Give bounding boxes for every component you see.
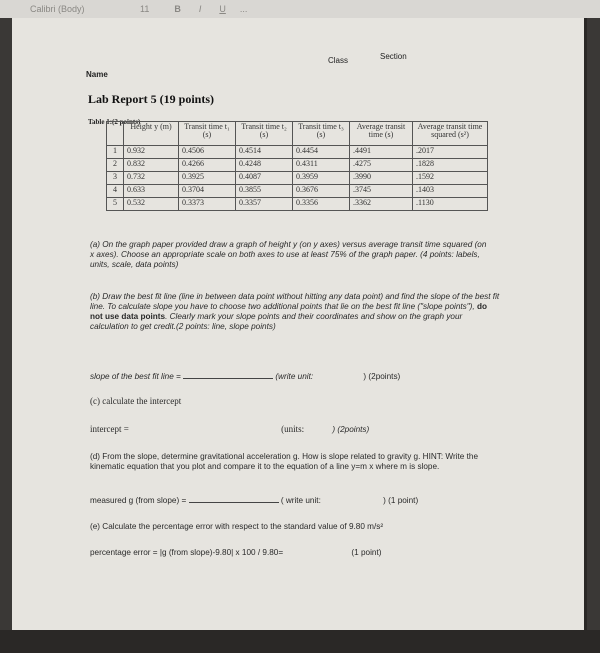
table-cell[interactable]: .3362: [350, 198, 413, 211]
table-cell[interactable]: 0.3356: [293, 198, 350, 211]
intercept-answer-line: [90, 424, 510, 435]
intercept-label: intercept =: [90, 424, 129, 434]
intercept-unit-label: (units:: [281, 424, 305, 434]
slope-label: slope of the best fit line =: [90, 372, 181, 381]
class-label: Class: [328, 56, 349, 65]
table-row: [107, 185, 488, 198]
table-cell[interactable]: .1403: [413, 185, 488, 198]
table-cell[interactable]: 0.3676: [293, 185, 350, 198]
table-row: [107, 146, 488, 159]
table-cell[interactable]: 0.832: [124, 159, 179, 172]
row-index: 2: [107, 159, 124, 172]
g-label: measured g (from slope) =: [90, 496, 187, 505]
question-b-text-2: . Clearly mark your slope points and their coordinates and show on the graph your calculation to get credit.(2 points: line, slope points): [90, 312, 463, 331]
table-cell[interactable]: 0.532: [124, 198, 179, 211]
question-b-text-1: (b) Draw the best fit line (line in between data point without hitting any data point) and find the slope of the best fit line. To calculate slope you have to choose two additional points that lie on the best fit line ("slope points"),: [90, 292, 500, 311]
table-header-height: Height y (m): [124, 122, 179, 146]
data-table: [106, 121, 488, 211]
question-a-text: (a) On the graph paper provided draw a graph of height y (on y axes) versus average transit time squared (on x axes). Choose an appropriate scale on both axes to use at least 75% of the graph paper. (4 points: labels, units, scale, data points): [90, 240, 487, 269]
percentage-error-line: [90, 548, 510, 558]
g-answer-field[interactable]: [189, 494, 279, 503]
table-cell[interactable]: 0.732: [124, 172, 179, 185]
table-cell[interactable]: .1828: [413, 159, 488, 172]
question-b-bold: do not use data points: [90, 302, 487, 321]
table-cell[interactable]: 0.4248: [236, 159, 293, 172]
table-cell[interactable]: 0.4506: [179, 146, 236, 159]
table-cell[interactable]: 0.932: [124, 146, 179, 159]
table-cell[interactable]: 0.4514: [236, 146, 293, 159]
row-index: 4: [107, 185, 124, 198]
table-header-t2: Transit time t₂ (s): [236, 122, 293, 146]
question-c: (c) calculate the intercept: [90, 396, 182, 406]
italic-button[interactable]: I: [198, 4, 202, 14]
table-header-t1: Transit time t₁ (s): [179, 122, 236, 146]
percentage-error-points: (1 point): [351, 548, 382, 557]
question-d: (d) From the slope, determine gravitational acceleration g. How is slope related to gravity g. HINT: Write the kinematic equation that you plot and compare it to the equation of a line y=m x where m is slope.: [90, 452, 479, 471]
underline-button[interactable]: U: [219, 4, 226, 14]
table-cell[interactable]: .3745: [350, 185, 413, 198]
percentage-error-label: percentage error = |g (from slope)-9.80| x 100 / 9.80=: [90, 548, 284, 557]
table-cell[interactable]: .4491: [350, 146, 413, 159]
name-label: Name: [86, 70, 108, 79]
table-cell[interactable]: .1592: [413, 172, 488, 185]
table-header-avg: Average transit time (s): [350, 122, 413, 146]
table-cell[interactable]: .4275: [350, 159, 413, 172]
g-points: ) (1 point): [383, 496, 419, 505]
row-index: 5: [107, 198, 124, 211]
table-header-avg-squared: Average transit time squared (s²): [413, 122, 488, 146]
table-cell[interactable]: 0.4454: [293, 146, 350, 159]
font-selector[interactable]: Calibri (Body): [30, 4, 85, 14]
table-cell[interactable]: 0.4266: [179, 159, 236, 172]
question-a: [90, 240, 490, 270]
table-cell[interactable]: 0.3925: [179, 172, 236, 185]
slope-answer-line: [90, 370, 510, 382]
table-cell[interactable]: 0.4311: [293, 159, 350, 172]
slope-points: ) (2points): [363, 372, 401, 381]
table-header-t3: Transit time t₃ (s): [293, 122, 350, 146]
table-cell[interactable]: 0.3855: [236, 185, 293, 198]
table-cell[interactable]: .2017: [413, 146, 488, 159]
table-cell[interactable]: 0.633: [124, 185, 179, 198]
bold-button[interactable]: B: [174, 4, 181, 14]
table-row: [107, 172, 488, 185]
more-options-button[interactable]: ...: [239, 4, 248, 14]
device-bezel: [0, 630, 600, 653]
row-index: 3: [107, 172, 124, 185]
g-unit-label: ( write unit:: [280, 496, 321, 505]
document-page: [12, 18, 587, 630]
table-cell[interactable]: 0.3373: [179, 198, 236, 211]
table-cell[interactable]: 0.3959: [293, 172, 350, 185]
font-size-selector[interactable]: 11: [140, 4, 150, 14]
table-caption: Table 1:(2 points): [88, 118, 141, 126]
slope-answer-field[interactable]: [183, 370, 273, 379]
table-header-index: [107, 122, 124, 146]
table-row: [107, 198, 488, 211]
table-cell[interactable]: 0.4087: [236, 172, 293, 185]
intercept-points: ) (2points): [332, 425, 370, 434]
row-index: 1: [107, 146, 124, 159]
page-title: Lab Report 5 (19 points): [88, 92, 215, 106]
formatting-toolbar: [0, 0, 600, 18]
table-cell[interactable]: 0.3357: [236, 198, 293, 211]
g-answer-line: [90, 494, 510, 506]
slope-unit-label: (write unit:: [275, 372, 314, 381]
question-e: (e) Calculate the percentage error with respect to the standard value of 9.80 m/s²: [90, 522, 384, 531]
table-cell[interactable]: 0.3704: [179, 185, 236, 198]
table-cell[interactable]: .1130: [413, 198, 488, 211]
table-cell[interactable]: .3990: [350, 172, 413, 185]
table-row: [107, 159, 488, 172]
section-label: Section: [380, 52, 407, 61]
question-b: [90, 292, 500, 332]
